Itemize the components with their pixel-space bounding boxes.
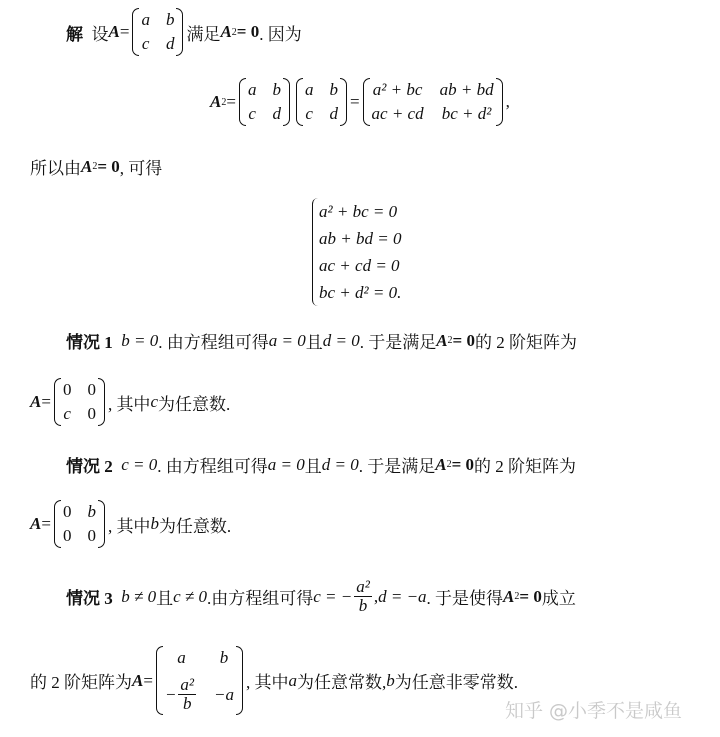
math-text: A <box>30 392 42 411</box>
math-text: = 0 <box>451 454 475 474</box>
text: , 可得 <box>119 159 163 178</box>
math-text: , 其中 <box>107 394 151 414</box>
math-text: a <box>247 80 257 99</box>
text: = 0 <box>236 22 260 41</box>
math-text: 成立 <box>541 589 576 608</box>
math-text: A <box>436 330 448 350</box>
math-text: a <box>177 648 186 667</box>
text: 所以由 <box>30 159 81 178</box>
math-text: 为任意常数, <box>297 673 387 692</box>
matrix-symbol: A <box>210 92 222 111</box>
math-text: a² + bc <box>372 80 423 99</box>
math-text: 2 <box>231 26 237 38</box>
math-text: A <box>435 454 447 474</box>
math-text: − <box>164 684 177 704</box>
math-text: b <box>182 694 192 713</box>
math-text: 2 <box>447 335 453 346</box>
matrix-A <box>132 8 183 56</box>
math-text: b <box>219 648 229 667</box>
matrix <box>239 78 290 126</box>
math-text: A <box>132 670 144 690</box>
math-text: c <box>150 392 158 411</box>
math-text: , 其中 <box>246 673 289 692</box>
math-text: a = 0 <box>268 330 306 350</box>
case-1 <box>66 328 577 353</box>
math-text: b <box>272 80 281 99</box>
equation: ab + bd = 0 <box>319 229 402 248</box>
case-3-matrix <box>30 646 518 715</box>
matrix <box>54 500 105 548</box>
math-text: 0 <box>87 526 96 545</box>
math-text: c = 0 <box>121 454 158 474</box>
math-text: = <box>143 670 153 690</box>
text: 设 <box>91 24 109 44</box>
math-text: 的 2 阶矩阵为 <box>474 457 577 476</box>
math-text: a <box>141 10 150 29</box>
matrix <box>156 646 243 715</box>
matrix-symbol: A <box>220 22 232 41</box>
math-text: , 其中 <box>107 516 151 536</box>
math-text: 0 <box>87 404 96 423</box>
matrix <box>296 78 347 126</box>
math-text: c <box>248 104 256 123</box>
math-text: d = 0 <box>322 330 360 350</box>
math-text: b <box>165 10 175 29</box>
math-text: 且 <box>304 457 322 476</box>
equation-A-squared <box>210 78 510 126</box>
text: . 因为 <box>259 24 302 44</box>
math-text: 2 <box>514 591 520 602</box>
math-text: , <box>505 92 510 111</box>
math-text: b <box>329 80 338 99</box>
math-text: .由方程组可得 <box>206 589 314 608</box>
math-text: . 由方程组可得 <box>158 333 269 352</box>
matrix-symbol: A <box>108 22 120 41</box>
math-text: a = 0 <box>267 454 305 474</box>
solution-label: 解 <box>66 24 83 44</box>
math-text: 0 <box>62 502 72 521</box>
math-text: c ≠ 0 <box>173 586 207 606</box>
math-text: bc + d² <box>441 104 492 123</box>
math-text: . 于是满足 <box>358 457 436 476</box>
math-text: b <box>386 670 395 690</box>
fraction <box>354 578 372 615</box>
math-text: A <box>30 514 42 533</box>
equation-system <box>312 198 401 306</box>
math-text: 为任意数. <box>158 516 232 536</box>
equation: ac + cd = 0 <box>319 256 400 275</box>
math-text: , <box>373 586 379 606</box>
math-text: d = 0 <box>321 454 359 474</box>
math-text: 且 <box>156 589 174 608</box>
math-text: d <box>272 104 281 123</box>
math-text: d <box>165 34 175 53</box>
math-text: a² <box>356 577 370 596</box>
case-1-matrix <box>30 378 230 426</box>
math-text: 为任意数. <box>157 394 231 414</box>
math-text: a² <box>180 675 195 694</box>
matrix <box>54 378 105 426</box>
math-text: = 0 <box>452 330 475 350</box>
math-text: 的 2 阶矩阵为 <box>30 673 132 692</box>
matrix-product <box>363 78 503 126</box>
math-text: a <box>304 80 314 99</box>
thus-line <box>30 154 162 179</box>
math-text: ac + cd <box>371 104 424 123</box>
text: 满足 <box>186 24 221 44</box>
math-text: ab + bd <box>439 80 494 99</box>
text: = 0 <box>97 156 120 176</box>
case-3 <box>66 578 576 615</box>
math-text: = 0 <box>519 586 542 606</box>
math-text: c <box>63 404 71 423</box>
math-text: 2 <box>221 96 227 108</box>
math-text: c <box>305 104 313 123</box>
case-label: 情况 3 <box>66 589 113 608</box>
math-text: 为任意非零常数. <box>394 673 519 692</box>
math-text: A <box>503 586 515 606</box>
math-text: . 于是使得 <box>426 589 504 608</box>
math-text: a <box>288 670 298 690</box>
math-text: 2 <box>446 459 452 470</box>
math-text: b <box>358 596 368 615</box>
math-text: . 于是满足 <box>359 333 437 352</box>
math-text: = <box>41 392 51 411</box>
math-text: 的 2 阶矩阵为 <box>474 333 577 352</box>
math-text: . 由方程组可得 <box>157 457 268 476</box>
math-text: 2 <box>92 161 98 172</box>
matrix-symbol: A <box>81 156 93 176</box>
math-text: b <box>87 502 96 521</box>
math-text: 且 <box>305 333 323 352</box>
watermark: 知乎 @小季不是咸鱼 <box>505 700 683 722</box>
case-label: 情况 2 <box>66 457 113 476</box>
equation: bc + d² = 0. <box>319 283 402 302</box>
text: = <box>226 92 236 111</box>
math-text: 0 <box>62 380 72 399</box>
case-2-matrix <box>30 500 231 548</box>
equation: a² + bc = 0 <box>319 202 398 221</box>
math-text: −a <box>214 684 235 704</box>
text: = <box>349 92 360 111</box>
math-text: c = − <box>313 586 353 606</box>
solution-intro <box>66 8 302 56</box>
math-text: 0 <box>62 526 72 545</box>
math-text: c <box>141 34 150 53</box>
case-2 <box>66 452 576 477</box>
math-text: b ≠ 0 <box>121 586 157 606</box>
math-text: 0 <box>87 380 96 399</box>
math-text: d = −a <box>378 586 427 606</box>
math-text: = <box>41 514 51 533</box>
math-text: d <box>329 104 338 123</box>
text: = <box>119 22 130 41</box>
math-text: b = 0 <box>121 330 159 350</box>
case-label: 情况 1 <box>66 333 113 352</box>
math-text: b <box>150 514 159 533</box>
